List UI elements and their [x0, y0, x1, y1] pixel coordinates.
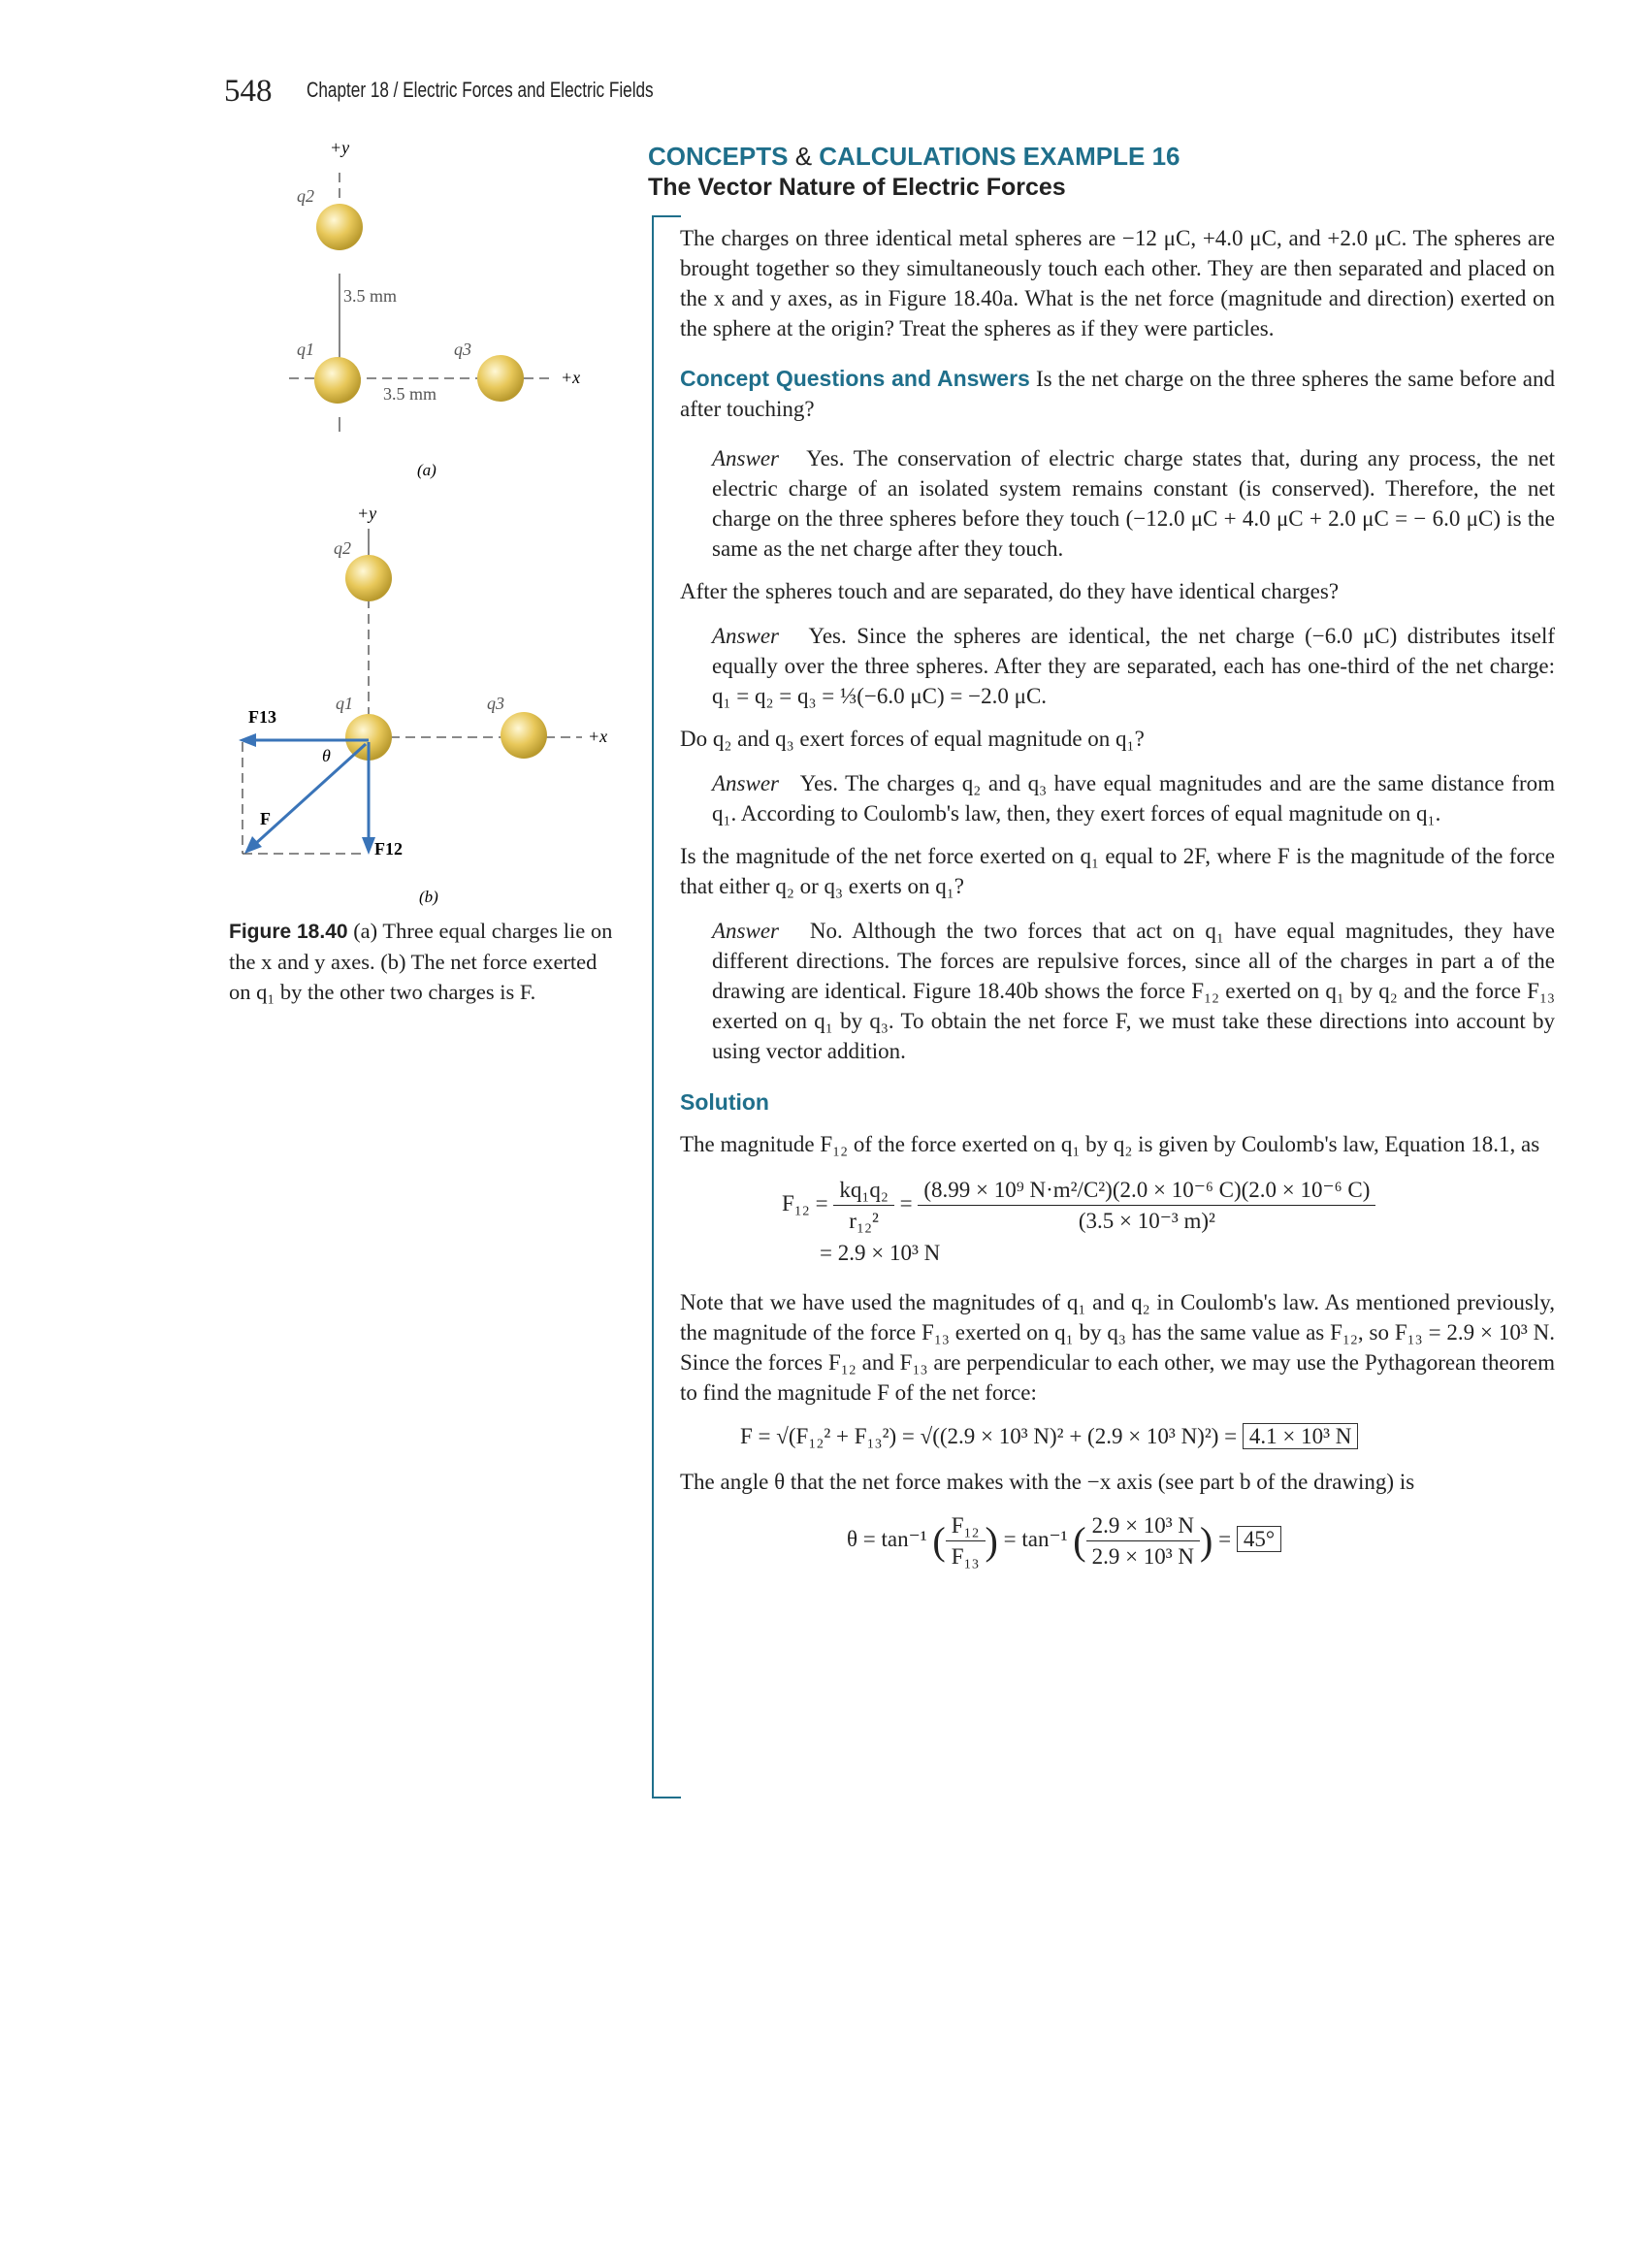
fig-a-horizontal-distance: 3.5 mm — [383, 384, 437, 404]
angle-equation — [680, 1510, 1555, 1571]
eq3-answer-box: 45° — [1237, 1526, 1281, 1552]
fig-b-plus-x: +x — [588, 727, 608, 746]
eq3-fraction-2-num: 2.9 × 10³ N — [1086, 1510, 1200, 1541]
eq3-fraction-1-num: F₁₂ — [946, 1510, 986, 1541]
fig-b-f13: F13 — [248, 707, 276, 727]
problem-statement: The charges on three identical metal spheres are −12 μC, +4.0 μC, and +2.0 μC. The spheres are brought together so they simultaneously touch each other. They are then separated and placed on the x and y axes, as in Figure 18.40a. What is the net force (magnitude and direction) exerted on the sphere at the origin? Treat the spheres as if they were particles. — [680, 226, 1555, 340]
fig-b-theta: θ — [322, 746, 331, 765]
fig-b-f12: F12 — [374, 839, 403, 859]
answer-2 — [680, 621, 1555, 711]
page-number: 548 — [224, 74, 273, 109]
eq1-fraction-2-den: (3.5 × 10⁻³ m)² — [1078, 1209, 1215, 1233]
fig-a-q2: q2 — [297, 186, 314, 206]
fig-b-f: F — [260, 809, 271, 828]
answer-label: Answer — [712, 919, 779, 943]
fig-a-label: (a) — [417, 461, 436, 479]
chapter-title: Chapter 18 / Electric Forces and Electric Fields — [307, 78, 654, 102]
fig-a-vertical-distance: 3.5 mm — [343, 286, 398, 306]
solution-heading: Solution — [680, 1089, 769, 1115]
question-2: After the spheres touch and are separated, do they have identical charges? — [680, 579, 1340, 603]
question-1 — [680, 364, 1555, 424]
eq3-lhs: θ = tan⁻¹ — [847, 1526, 927, 1551]
arrow-f — [254, 744, 366, 845]
fig-a-plus-x: +x — [561, 368, 581, 387]
answer-1 — [680, 443, 1555, 564]
answer-3-text: Yes. The charges q₂ and q₃ have equal magnitudes and are the same distance from q₁. According to Coulomb's law, then, they exert forces of equal magnitude on q₁. — [712, 771, 1555, 826]
solution-paragraph-1: The magnitude F₁₂ of the force exerted on q₁ by q₂ is given by Coulomb's law, Equation 18.1, as — [680, 1132, 1540, 1156]
eq2-text: F = √(F₁₂² + F₁₃²) = √((2.9 × 10³ N)² + (2.9 × 10³ N)²) = — [740, 1424, 1238, 1448]
figure-caption-label: Figure 18.40 — [229, 921, 348, 943]
arrow-f13-head — [239, 733, 256, 747]
sphere-q2 — [316, 204, 363, 250]
example-title-part2: CALCULATIONS EXAMPLE 16 — [819, 142, 1180, 171]
example-bracket-top — [652, 215, 681, 217]
question-4: Is the magnitude of the net force exerted on q₁ equal to 2F, where F is the magnitude of the force that either q₂ or q₃ exerts on q₁? — [680, 844, 1555, 898]
coulomb-equation — [680, 1175, 1555, 1268]
answer-3 — [680, 768, 1555, 828]
eq1-fraction-1-num: kq₁q₂ — [833, 1175, 894, 1206]
sphere-q3-b — [501, 712, 547, 759]
fig-b-label: (b) — [419, 888, 438, 906]
example-bracket — [652, 215, 683, 1797]
eq1-fraction-2 — [918, 1175, 1375, 1236]
sphere-q3 — [477, 355, 524, 402]
figure-18-40a — [233, 136, 640, 495]
eq3-fraction-1-den: F₁₃ — [951, 1544, 980, 1569]
fig-a-q1: q1 — [297, 340, 314, 359]
figure-caption — [229, 916, 617, 1007]
eq3-paren-close: ) — [985, 1519, 998, 1563]
eq3-paren-close-2: ) — [1200, 1519, 1213, 1563]
eq3-fraction-2-den: 2.9 × 10³ N — [1091, 1544, 1195, 1569]
solution-paragraph-3: The angle θ that the net force makes with the −x axis (see part b of the drawing) is — [680, 1470, 1415, 1494]
question-1-text: Is the net charge on the three spheres the same before and after touching? — [680, 367, 1555, 421]
eq3-paren-open: ( — [932, 1519, 946, 1563]
example-title-part1: CONCEPTS — [648, 142, 789, 171]
fig-b-q2: q2 — [334, 538, 351, 558]
fig-b-q3: q3 — [487, 694, 504, 713]
eq1-fraction-1 — [833, 1175, 894, 1236]
eq2-answer-box: 4.1 × 10³ N — [1243, 1423, 1358, 1449]
answer-4 — [680, 916, 1555, 1066]
eq1-result: = 2.9 × 10³ N — [820, 1241, 941, 1265]
eq3-fraction-1 — [946, 1510, 986, 1571]
answer-label: Answer — [712, 446, 779, 470]
figure-caption-text: (a) Three equal charges lie on the x and y axes. (b) The net force exerted on q₁ by the other two charges is F. — [229, 919, 613, 1004]
arrow-f12-head — [362, 837, 375, 855]
eq3-equals: = — [1218, 1526, 1232, 1551]
example-title — [648, 142, 1180, 172]
figure-18-40b — [233, 500, 640, 912]
fig-b-plus-y: +y — [357, 503, 377, 523]
answer-1-text: Yes. The conservation of electric charge states that, during any process, the net electric charge of an isolated system remains constant (is conserved). Therefore, the net charge on the three spheres before they touch (−12.0 μC + 4.0 μC + 2.0 μC = − 6.0 μC) is the same as the net charge after they touch. — [712, 446, 1555, 561]
sphere-q2-b — [345, 555, 392, 601]
eq3-fraction-2 — [1086, 1510, 1200, 1571]
eq3-paren-open-2: ( — [1073, 1519, 1086, 1563]
concept-heading: Concept Questions and Answers — [680, 366, 1030, 391]
fig-b-q1: q1 — [336, 694, 353, 713]
fig-a-plus-y: +y — [330, 138, 350, 157]
question-3: Do q₂ and q₃ exert forces of equal magnitude on q₁? — [680, 727, 1145, 751]
eq1-fraction-1-den: r₁₂² — [849, 1209, 879, 1233]
answer-2-text: Yes. Since the spheres are identical, the net charge (−6.0 μC) distributes itself equally over the three spheres. After they are separated, each has one-third of the net charge: q₁ = q₂ = q₃ = ⅓(−6.0 μC) = −2.0 μC. — [712, 624, 1555, 708]
example-subtitle: The Vector Nature of Electric Forces — [648, 174, 1066, 201]
eq1-equals: = — [899, 1190, 913, 1215]
fig-a-q3: q3 — [454, 340, 471, 359]
answer-label: Answer — [712, 624, 779, 648]
example-bracket-bottom — [652, 1797, 681, 1798]
example-title-amp: & — [794, 142, 813, 171]
answer-label: Answer — [712, 771, 779, 795]
eq1-fraction-2-num: (8.99 × 10⁹ N·m²/C²)(2.0 × 10⁻⁶ C)(2.0 × 10⁻⁶ C) — [918, 1175, 1375, 1206]
answer-4-text: No. Although the two forces that act on q₁ have equal magnitudes, they have different directions. The forces are repulsive forces, since all of the charges in part a of the drawing are identical. Figure 18.40b shows the force F₁₂ exerted on q₁ by q₂ and the force F₁₃ exerted on q₁ by q₃. To obtain the net force F, we must take these directions into account by using vector addition. — [712, 919, 1556, 1063]
eq1-lhs: F₁₂ = — [782, 1190, 828, 1215]
solution-paragraph-2: Note that we have used the magnitudes of q₁ and q₂ in Coulomb's law. As mentioned previously, the magnitude of the force F₁₃ exerted on q₁ by q₃ has the same value as F₁₂, so F₁₃ = 2.9 × 10³ N. Since the forces F₁₂ and F₁₃ are perpendicular to each other, we may use the Pythagorean theorem to find the magnitude F of the net force: — [680, 1290, 1555, 1405]
example-body — [680, 223, 1555, 1571]
pythagorean-equation — [680, 1421, 1555, 1451]
sphere-q1 — [314, 357, 361, 404]
eq3-mid: = tan⁻¹ — [1003, 1526, 1068, 1551]
